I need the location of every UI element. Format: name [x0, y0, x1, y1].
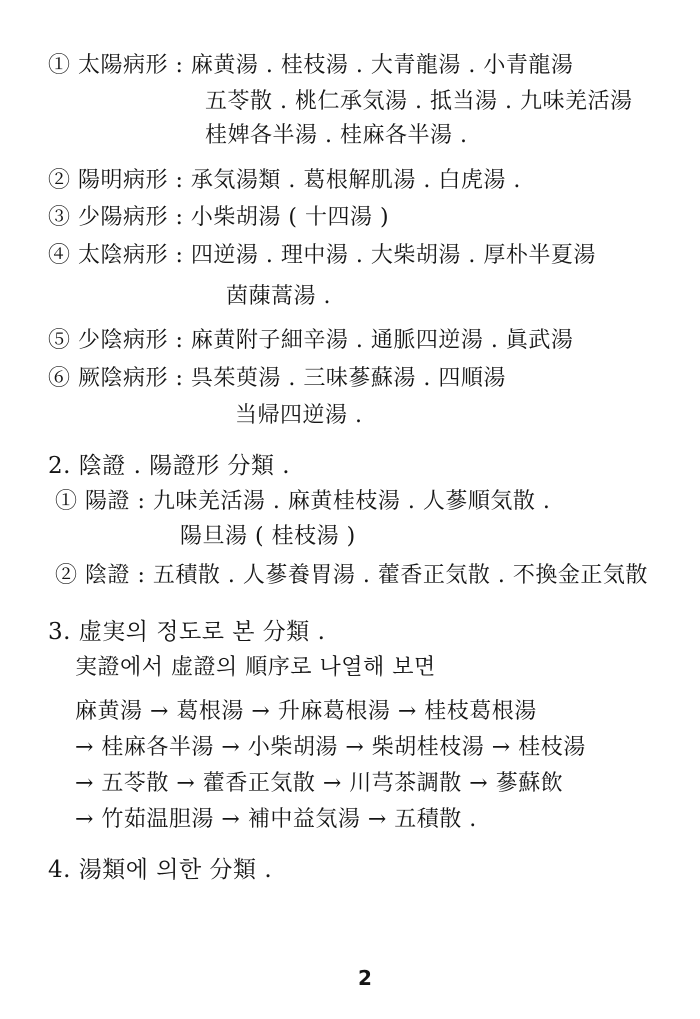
- formula-sequence-line-4: → 竹茹温胆湯 → 補中益気湯 → 五積散 .: [75, 807, 477, 832]
- yang-pattern-line-2: 陽旦湯 ( 桂枝湯 ): [180, 524, 356, 549]
- jueyin-line-1: ⑥ 厥陰病形 : 呉茱萸湯 . 三味蔘蘇湯 . 四順湯: [48, 366, 506, 391]
- jueyin-line-2: 当帰四逆湯 .: [235, 403, 363, 428]
- taiyang-line-1: ① 太陽病形 : 麻黄湯 . 桂枝湯 . 大青龍湯 . 小青龍湯: [48, 53, 574, 78]
- taiyang-line-3: 桂婢各半湯 . 桂麻各半湯 .: [205, 123, 468, 148]
- yang-pattern-line-1: ① 陽證 : 九味羌活湯 . 麻黄桂枝湯 . 人蔘順気散 .: [55, 489, 551, 514]
- taiyin-line-2: 茵蔯蒿湯 .: [226, 284, 331, 309]
- taiyang-line-2: 五苓散 . 桃仁承気湯 . 抵当湯 . 九味羌活湯: [205, 89, 633, 114]
- yin-pattern-line: ② 陰證 : 五積散 . 人蔘養胃湯 . 藿香正気散 . 不換金正気散: [55, 563, 648, 588]
- shaoyin-line: ⑤ 少陰病形 : 麻黄附子細辛湯 . 通脈四逆湯 . 眞武湯: [48, 328, 574, 353]
- yangming-line: ② 陽明病形 : 承気湯類 . 葛根解肌湯 . 白虎湯 .: [48, 168, 521, 193]
- taiyin-line-1: ④ 太陰病形 : 四逆湯 . 理中湯 . 大柴胡湯 . 厚朴半夏湯: [48, 243, 596, 268]
- deficiency-excess-intro: 実證에서 虚證의 順序로 나열해 보면: [75, 655, 436, 680]
- yin-yang-heading: 2. 陰證 . 陽證形 分類 .: [48, 453, 291, 479]
- formula-sequence-line-3: → 五苓散 → 藿香正気散 → 川芎茶調散 → 蔘蘇飲: [75, 771, 564, 796]
- decoction-class-heading: 4. 湯類에 의한 分類 .: [48, 857, 273, 883]
- formula-sequence-line-1: 麻黄湯 → 葛根湯 → 升麻葛根湯 → 桂枝葛根湯: [75, 699, 537, 724]
- shaoyang-line: ③ 少陽病形 : 小柴胡湯 ( 十四湯 ): [48, 205, 390, 230]
- page-number: 2: [358, 966, 372, 990]
- formula-sequence-line-2: → 桂麻各半湯 → 小柴胡湯 → 柴胡桂枝湯 → 桂枝湯: [75, 735, 586, 760]
- deficiency-excess-heading: 3. 虚実의 정도로 본 分類 .: [48, 619, 326, 645]
